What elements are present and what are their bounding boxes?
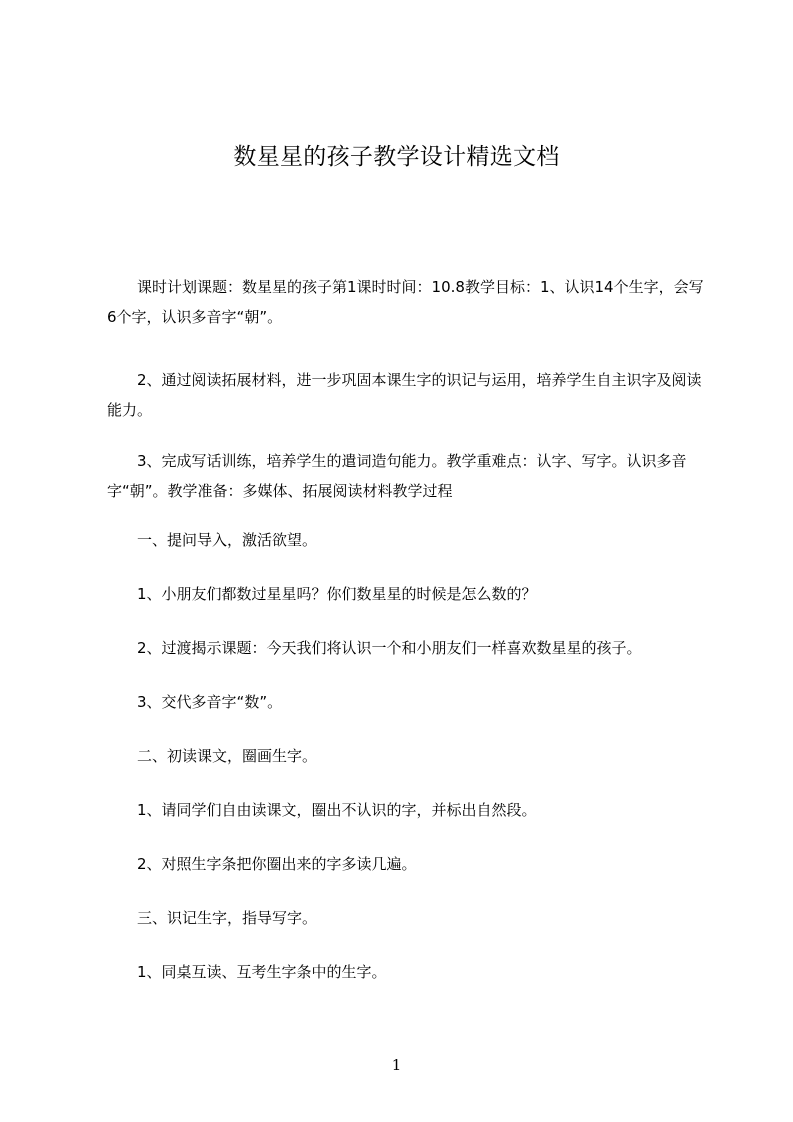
section-heading-2: 二、初读课文，圈画生字。: [137, 747, 318, 765]
paragraph-goal-2: 2、通过阅读拓展材料，进一步巩固本课生字的识记与运用，培养学生自主识字及阅读能力。: [107, 371, 702, 419]
section-heading-1: 一、提问导入，激活欲望。: [137, 531, 318, 549]
section-heading-3: 三、识记生字，指导写字。: [137, 909, 318, 927]
paragraph-step-1-2: 2、过渡揭示课题：今天我们将认识一个和小朋友们一样喜欢数星星的孩子。: [137, 639, 642, 657]
paragraph-step-2-2: 2、对照生字条把你圈出来的字多读几遍。: [137, 855, 417, 873]
paragraph-step-1-3: 3、交代多音字“数”。: [137, 693, 283, 711]
paragraph-step-2-1: 1、请同学们自由读课文，圈出不认识的字，并标出自然段。: [137, 801, 537, 819]
paragraph-lesson-plan: 课时计划课题：数星星的孩子第1课时时间：10.8教学目标：1、认识14个生字，会写6个字，认识多音字“朝”。: [107, 278, 704, 326]
paragraph-goal-3: 3、完成写话训练，培养学生的遣词造句能力。教学重难点：认字、写字。认识多音字“朝”。教学准备：多媒体、拓展阅读材料教学过程: [107, 452, 687, 500]
paragraph-step-1-1: 1、小朋友们都数过星星吗？你们数星星的时候是怎么数的？: [137, 585, 537, 603]
page-title: 数星星的孩子教学设计精选文档: [233, 144, 560, 170]
page-number: 1: [391, 1056, 402, 1074]
paragraph-step-3-1: 1、同桌互读、互考生字条中的生字。: [137, 963, 387, 981]
